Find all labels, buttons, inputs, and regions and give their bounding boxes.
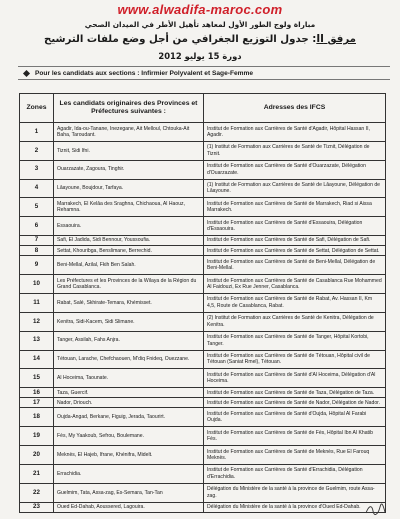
table-row	[20, 246, 386, 256]
address-cell: Institut de Formation aux Carrières de Santé de Tanger, Hôpital Kortobi, Tanger.	[204, 331, 386, 350]
header-addresses: Adresses des IFCS	[204, 94, 386, 123]
provinces-cell: Marrakech, El Kelâa des Sraghna, Chichaoua, Al Haouz, Rehamna.	[54, 198, 204, 217]
address-cell: Institut de Formation aux Carrières de Santé de Marrakech, Riad si Aissa Marrakech.	[204, 198, 386, 217]
table-row	[20, 256, 386, 275]
provinces-cell: Guelmim, Tata, Assa-zag, Es-Semara, Tan-Tan	[54, 483, 204, 502]
provinces-cell: Taza, Guercif.	[54, 388, 204, 398]
address-cell: Institut de Formation aux Carrières de Santé d'Agadir, Hôpital Hassan II, Agadir.	[204, 123, 386, 142]
zone-number: 5	[20, 198, 54, 217]
table-row	[20, 464, 386, 483]
provinces-cell: Oued Ed-Dahab, Aoussered, Lagouira.	[54, 502, 204, 512]
table-row	[20, 179, 386, 198]
arabic-heading-line-2	[0, 34, 400, 45]
table-row	[20, 427, 386, 446]
annex-title: : جدول التوزيع الجغرافي من أجل وضع ملفات الترشيح	[44, 34, 317, 45]
address-cell: (1) Institut de Formation aux Carrières de Santé de Tiznit, Délégation de Tiznit.	[204, 141, 386, 160]
table-row	[20, 369, 386, 388]
provinces-cell: Errachidia.	[54, 464, 204, 483]
zone-number: 13	[20, 331, 54, 350]
address-cell: Institut de Formation aux Carrières de Santé de Nador, Délégation de Nador.	[204, 398, 386, 408]
provinces-cell: Oujda-Angad, Berkane, Figuig, Jerada, Taourirt.	[54, 408, 204, 427]
address-cell: Institut de Formation aux Carrières de Santé d'Oujda, Hôpital Al Farabi Oujda.	[204, 408, 386, 427]
provinces-cell: Settat, Khouribga, Benslimane, Berrechid.	[54, 246, 204, 256]
table-row	[20, 446, 386, 465]
address-cell: Institut de Formation aux Carrières de Santé de Tétouan, Hôpital civil de Tétouan (Saniat Rmel), Tétouan.	[204, 350, 386, 369]
table-row	[20, 502, 386, 512]
zone-number: 9	[20, 256, 54, 275]
provinces-cell: Kenitra, Sidi-Kacem, Sidi Slimane.	[54, 312, 204, 331]
provinces-cell: Essaouira.	[54, 217, 204, 236]
zone-number: 4	[20, 179, 54, 198]
provinces-cell: Tanger, Assilah, Fahs Anjra.	[54, 331, 204, 350]
table-row	[20, 312, 386, 331]
address-cell: Institut de Formation aux Carrières de Santé de Beni-Mellal, Délégation de Beni-Mellal.	[204, 256, 386, 275]
address-cell: (2) Institut de Formation aux Carrières de Santé de Kenitra, Délégation de Kenitra.	[204, 312, 386, 331]
table-row	[20, 123, 386, 142]
zone-number: 6	[20, 217, 54, 236]
provinces-cell: Les Préfectures et les Provinces de la Wilaya de la Région du Grand Casablanca.	[54, 275, 204, 294]
annex-label: مرفق II	[316, 34, 356, 45]
address-cell: Institut de Formation aux Carrières de Santé de Settat, Délégation de Settat.	[204, 246, 386, 256]
zone-number: 19	[20, 427, 54, 446]
zone-number: 3	[20, 160, 54, 179]
header-candidates: Les candidats originaires des Provinces et Préfectures suivantes :	[54, 94, 204, 123]
zone-number: 2	[20, 141, 54, 160]
address-cell: Institut de Formation aux Carrières de Santé d'Essaouira, Délégation d'Essaouira.	[204, 217, 386, 236]
address-cell: Institut de Formation aux Carrières de Santé d'Al Hoceima, Délégation d'Al Hoceima.	[204, 369, 386, 388]
zone-number: 1	[20, 123, 54, 142]
provinces-cell: Tiznit, Sidi Ifni.	[54, 141, 204, 160]
address-cell: Institut de Formation aux Carrières de Santé de Taza, Délégation de Taza.	[204, 388, 386, 398]
table-row	[20, 331, 386, 350]
address-cell: (1) Institut de Formation aux Carrières de Santé de Lâayoune, Délégation de Lâayoune.	[204, 179, 386, 198]
provinces-cell: Al Hoceima, Taounate.	[54, 369, 204, 388]
provinces-cell: Safi, El Jadida, Sidi Bennour, Youssoufia.	[54, 236, 204, 246]
zone-number: 17	[20, 398, 54, 408]
zone-number: 21	[20, 464, 54, 483]
provinces-cell: Rabat, Salé, Skhirate-Temara, Khémisset.	[54, 293, 204, 312]
signature-mark	[364, 503, 386, 517]
address-cell: Délégation du Ministère de la santé à la province d'Oued Ed-Dahab.	[204, 502, 386, 512]
watermark-url: www.alwadifa-maroc.com	[117, 2, 283, 17]
table-row	[20, 141, 386, 160]
zone-number: 7	[20, 236, 54, 246]
zone-number: 12	[20, 312, 54, 331]
table-row	[20, 236, 386, 246]
zone-number: 23	[20, 502, 54, 512]
zone-number: 22	[20, 483, 54, 502]
arabic-session-date: دورة 15 يوليو 2012	[158, 51, 242, 61]
table-row	[20, 350, 386, 369]
provinces-cell: Meknès, El Hajeb, Ifrane, Khénifra, Midelt.	[54, 446, 204, 465]
provinces-cell: Nador, Driouch.	[54, 398, 204, 408]
address-cell: Institut de Formation aux Carrières de Santé de Fès, Hôpital Ibn Al Khatib Fès.	[204, 427, 386, 446]
provinces-cell: Ouarzazate, Zagoura, Tinghir.	[54, 160, 204, 179]
address-cell: Institut de Formation aux Carrières de Santé de Casablanca Rue Mohammed Al Faidouzi, Ex Rue Jenner, Casablanca.	[204, 275, 386, 294]
zone-number: 20	[20, 446, 54, 465]
provinces-cell: Agadir, Ida-ou-Tanane, Inezegane, Ait Melloul, Chtouka-Ait Baha, Taroudant.	[54, 123, 204, 142]
provinces-cell: Tétouan, Larache, Chefchaouen, M'diq Fnideq, Ouezzane.	[54, 350, 204, 369]
address-cell: Institut de Formation aux Carrières de Santé d'Errachidia, Délégation d'Errachidia.	[204, 464, 386, 483]
address-cell: Institut de Formation aux Carrières de Santé de Safi, Délégation de Safi.	[204, 236, 386, 246]
zone-number: 10	[20, 275, 54, 294]
table-row	[20, 388, 386, 398]
zone-number: 14	[20, 350, 54, 369]
table-row	[20, 275, 386, 294]
address-cell: Institut de Formation aux Carrières de Santé d'Ouarzazate, Délégation d'Ouarzazate.	[204, 160, 386, 179]
section-heading	[18, 66, 390, 80]
section-title: Pour les candidats aux sections : Infirmier Polyvalent et Sage-Femme	[35, 69, 254, 77]
table-header-row	[20, 94, 386, 123]
ifcs-distribution-table	[19, 93, 386, 513]
table-row	[20, 408, 386, 427]
arabic-heading-line-1: مباراة ولوج الطور الأول لمعاهد تأهيل الأطر في الميدان الصحي	[84, 20, 316, 29]
zone-number: 15	[20, 369, 54, 388]
zone-number: 16	[20, 388, 54, 398]
address-cell: Institut de Formation aux Carrières de Santé de Meknès, Rue El Farouq Meknès.	[204, 446, 386, 465]
table-row	[20, 198, 386, 217]
table-row	[20, 398, 386, 408]
provinces-cell: Fès, My Yaakoub, Sefrou, Boulemane.	[54, 427, 204, 446]
header-zones: Zones	[20, 94, 54, 123]
provinces-cell: Beni-Mellal, Azilal, Fkih Ben Salah.	[54, 256, 204, 275]
table-row	[20, 293, 386, 312]
diamond-bullet-icon	[23, 69, 30, 76]
zone-number: 8	[20, 246, 54, 256]
table-row	[20, 217, 386, 236]
table-row	[20, 160, 386, 179]
provinces-cell: Lâayoune, Boujdour, Tarfaya.	[54, 179, 204, 198]
address-cell: Institut de Formation aux Carrières de Santé de Rabat, Av. Hassan II, Km 4,5, Route de Casablanca, Rabat.	[204, 293, 386, 312]
zone-number: 18	[20, 408, 54, 427]
address-cell: Délégation du Ministère de la santé à la province de Guelmim, route Assa-zag.	[204, 483, 386, 502]
zone-number: 11	[20, 293, 54, 312]
table-row	[20, 483, 386, 502]
